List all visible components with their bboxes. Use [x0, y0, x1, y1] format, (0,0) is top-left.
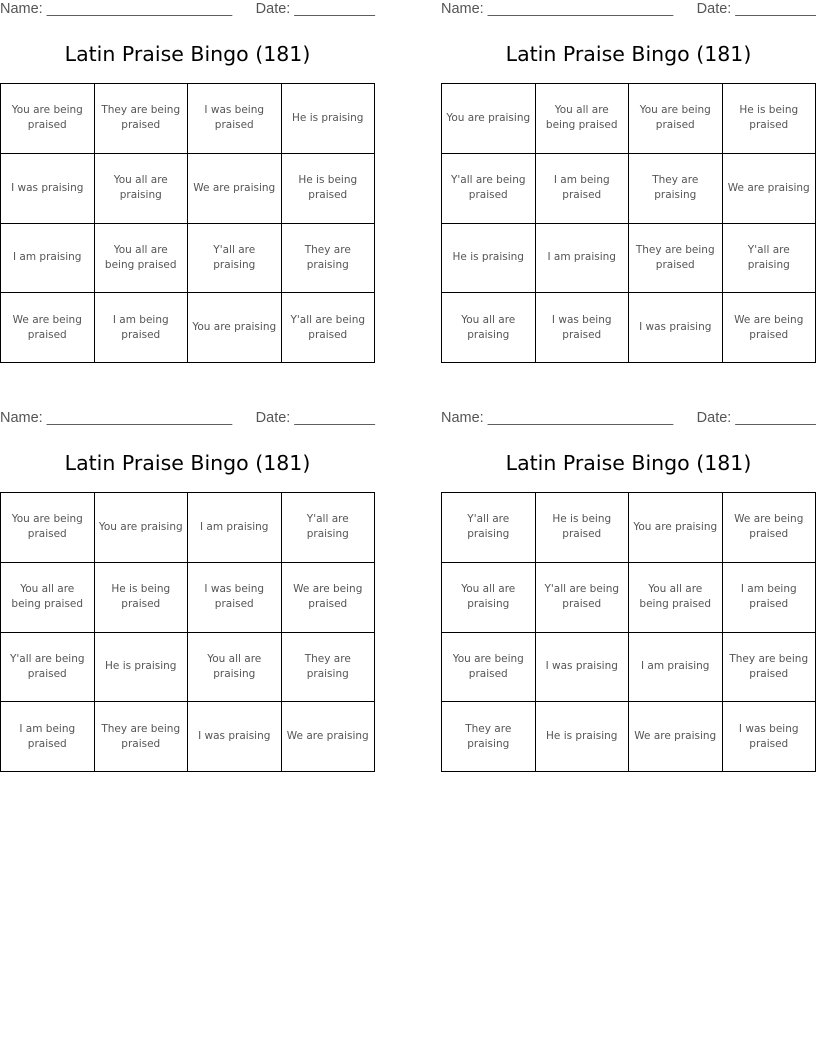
name-date-row: [441, 410, 816, 430]
bingo-card-3: [0, 409, 375, 779]
name-date-row: [0, 410, 375, 430]
bingo-cell: He is being praised: [536, 493, 630, 563]
bingo-card-2: [441, 0, 816, 370]
bingo-cell: He is praising: [282, 84, 376, 154]
bingo-cell: You all are praising: [442, 563, 536, 633]
bingo-cell: Y'all are praising: [723, 224, 816, 294]
bingo-cell: We are praising: [282, 702, 376, 772]
bingo-cell: I am praising: [536, 224, 630, 294]
bingo-cell: You all are being praised: [536, 84, 630, 154]
bingo-cell: We are praising: [723, 154, 816, 224]
bingo-cell: I am praising: [188, 493, 282, 563]
bingo-cell: They are being praised: [723, 633, 816, 703]
bingo-cell: We are being praised: [723, 493, 816, 563]
bingo-cell: They are praising: [282, 633, 376, 703]
bingo-cell: Y'all are being praised: [536, 563, 630, 633]
bingo-cell: I was being praised: [536, 293, 630, 363]
bingo-cell: Y'all are being praised: [442, 154, 536, 224]
bingo-cell: You are being praised: [629, 84, 723, 154]
bingo-cell: Y'all are praising: [442, 493, 536, 563]
date-field-label: Date: __________: [255, 410, 375, 426]
bingo-cell: I am being praised: [95, 293, 189, 363]
bingo-cell: You are being praised: [1, 493, 95, 563]
name-field-label: Name: _______________________: [441, 1, 674, 17]
bingo-cell: I was praising: [629, 293, 723, 363]
bingo-grid: [0, 492, 375, 772]
bingo-cell: He is praising: [442, 224, 536, 294]
bingo-cell: They are being praised: [629, 224, 723, 294]
bingo-cell: We are being praised: [282, 563, 376, 633]
bingo-cell: I am praising: [629, 633, 723, 703]
bingo-cell: He is praising: [536, 702, 630, 772]
bingo-cell: I was being praised: [188, 563, 282, 633]
bingo-grid: [441, 492, 816, 772]
bingo-cell: You are being praised: [442, 633, 536, 703]
bingo-cell: You are praising: [629, 493, 723, 563]
name-date-row: [0, 1, 375, 21]
bingo-cell: He is praising: [95, 633, 189, 703]
bingo-cell: You all are being praised: [1, 563, 95, 633]
bingo-cell: You are praising: [95, 493, 189, 563]
bingo-cell: Y'all are being praised: [282, 293, 376, 363]
bingo-cell: You all are being praised: [629, 563, 723, 633]
date-field-label: Date: __________: [696, 410, 816, 426]
bingo-cell: He is being praised: [723, 84, 816, 154]
bingo-cell: You all are praising: [442, 293, 536, 363]
card-title: Latin Praise Bingo (181): [64, 451, 311, 475]
bingo-cell: You all are praising: [95, 154, 189, 224]
name-field-label: Name: _______________________: [441, 410, 674, 426]
bingo-cell: I am being praised: [723, 563, 816, 633]
card-title: Latin Praise Bingo (181): [505, 42, 752, 66]
bingo-cell: He is being praised: [282, 154, 376, 224]
bingo-grid: [441, 83, 816, 363]
bingo-cell: You are praising: [188, 293, 282, 363]
name-field-label: Name: _______________________: [0, 410, 233, 426]
bingo-cell: You all are praising: [188, 633, 282, 703]
bingo-cell: They are praising: [442, 702, 536, 772]
name-date-row: [441, 1, 816, 21]
bingo-card-1: [0, 0, 375, 370]
bingo-cell: I am praising: [1, 224, 95, 294]
card-title: Latin Praise Bingo (181): [505, 451, 752, 475]
bingo-cell: We are being praised: [1, 293, 95, 363]
bingo-cell: I am being praised: [1, 702, 95, 772]
bingo-cell: I was praising: [536, 633, 630, 703]
date-field-label: Date: __________: [255, 1, 375, 17]
date-field-label: Date: __________: [696, 1, 816, 17]
bingo-cell: We are being praised: [723, 293, 816, 363]
bingo-cell: I was praising: [188, 702, 282, 772]
bingo-cell: We are praising: [188, 154, 282, 224]
bingo-grid: [0, 83, 375, 363]
bingo-cell: Y'all are praising: [188, 224, 282, 294]
name-field-label: Name: _______________________: [0, 1, 233, 17]
bingo-cell: He is being praised: [95, 563, 189, 633]
bingo-cell: I was being praised: [188, 84, 282, 154]
bingo-cell: Y'all are praising: [282, 493, 376, 563]
bingo-cell: I was praising: [1, 154, 95, 224]
bingo-cell: I am being praised: [536, 154, 630, 224]
bingo-card-4: [441, 409, 816, 779]
bingo-cell: Y'all are being praised: [1, 633, 95, 703]
bingo-cell: They are being praised: [95, 84, 189, 154]
card-title: Latin Praise Bingo (181): [64, 42, 311, 66]
bingo-cell: They are praising: [629, 154, 723, 224]
bingo-cell: You all are being praised: [95, 224, 189, 294]
bingo-cell: They are being praised: [95, 702, 189, 772]
bingo-cell: We are praising: [629, 702, 723, 772]
bingo-cell: They are praising: [282, 224, 376, 294]
bingo-cell: You are praising: [442, 84, 536, 154]
bingo-cell: I was being praised: [723, 702, 816, 772]
bingo-cell: You are being praised: [1, 84, 95, 154]
